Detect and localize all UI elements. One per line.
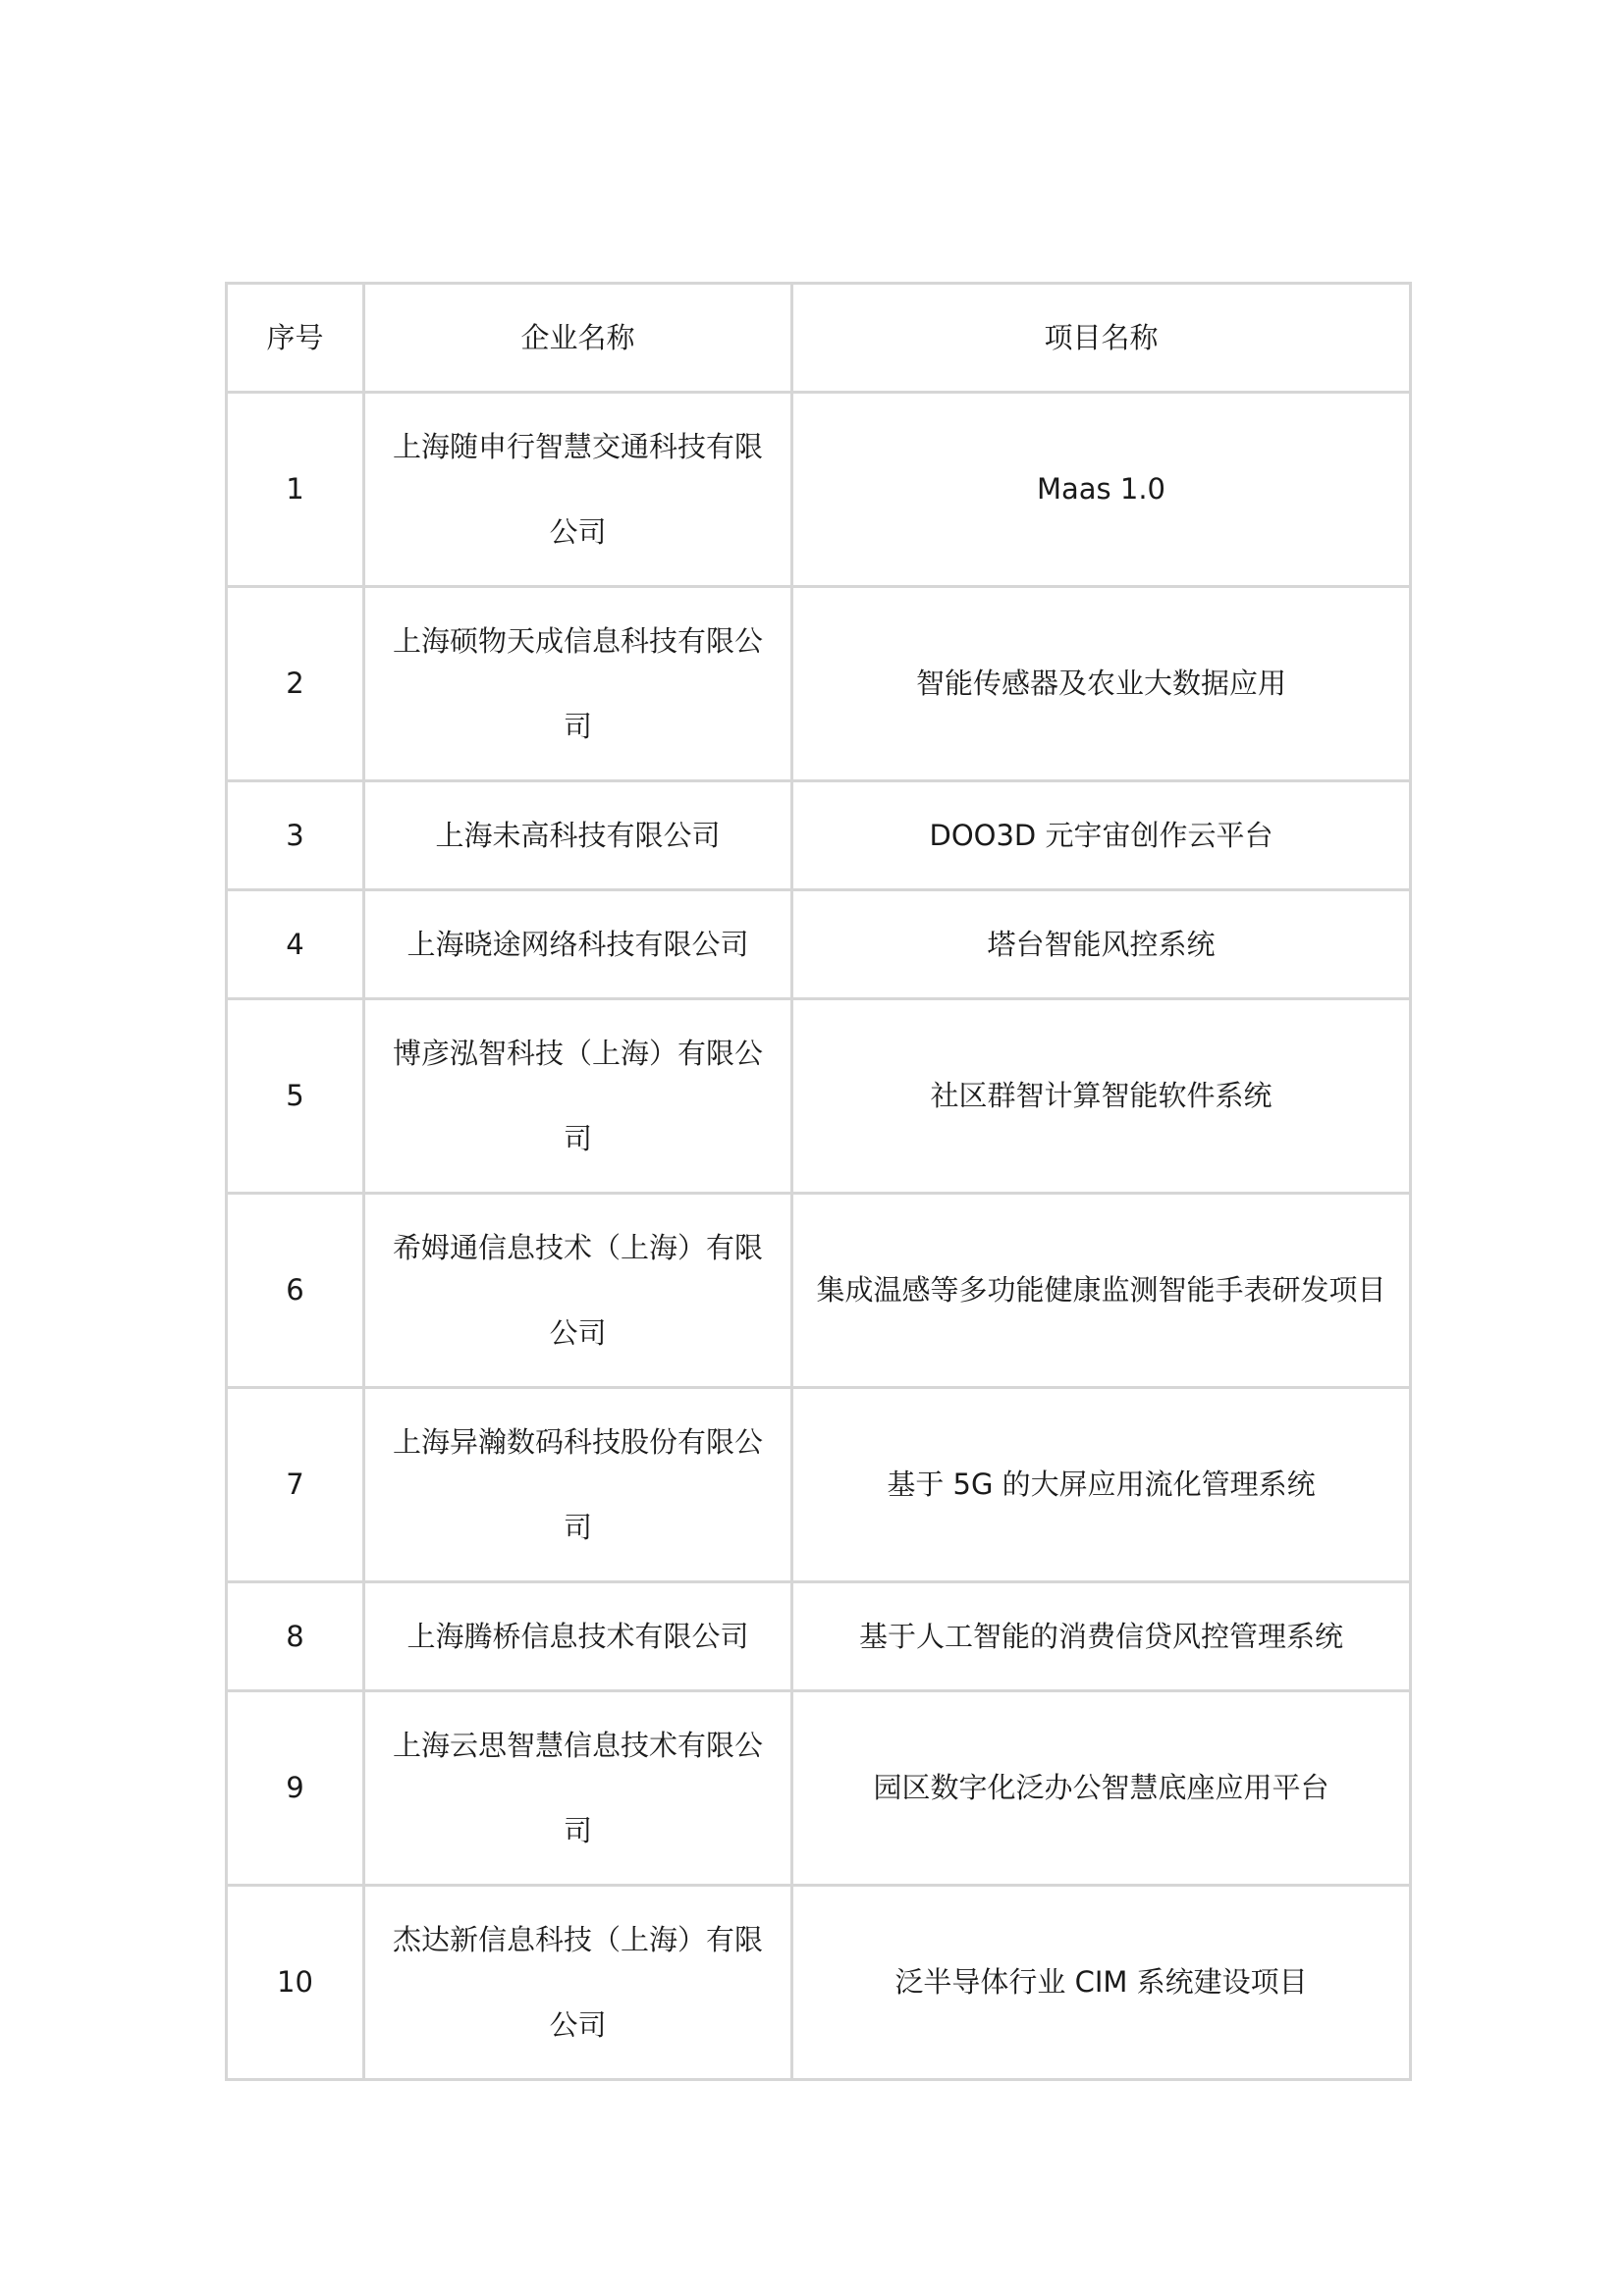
cell-seq: 4 [227,890,364,999]
table-header-row [227,284,1411,393]
cell-seq: 10 [227,1886,364,2080]
cell-project: 园区数字化泛办公智慧底座应用平台 [792,1691,1411,1886]
cell-company: 杰达新信息科技（上海）有限公司 [364,1886,792,2080]
cell-company: 上海未高科技有限公司 [364,781,792,890]
header-company: 企业名称 [364,284,792,393]
cell-company: 上海硕物天成信息科技有限公司 [364,587,792,781]
cell-seq: 3 [227,781,364,890]
table-row [227,1194,1411,1388]
cell-company: 上海随申行智慧交通科技有限公司 [364,393,792,587]
cell-seq: 8 [227,1582,364,1691]
table-row [227,890,1411,999]
cell-seq: 1 [227,393,364,587]
table-row [227,587,1411,781]
cell-seq: 2 [227,587,364,781]
cell-project: 基于 5G 的大屏应用流化管理系统 [792,1388,1411,1582]
cell-seq: 7 [227,1388,364,1582]
cell-project: 基于人工智能的消费信贷风控管理系统 [792,1582,1411,1691]
cell-project: 集成温感等多功能健康监测智能手表研发项目 [792,1194,1411,1388]
cell-seq: 5 [227,999,364,1194]
header-project: 项目名称 [792,284,1411,393]
table-row [227,1582,1411,1691]
cell-seq: 9 [227,1691,364,1886]
table-row [227,393,1411,587]
cell-project: 社区群智计算智能软件系统 [792,999,1411,1194]
cell-project: 塔台智能风控系统 [792,890,1411,999]
cell-company: 上海云思智慧信息技术有限公司 [364,1691,792,1886]
cell-project: 泛半导体行业 CIM 系统建设项目 [792,1886,1411,2080]
cell-company: 希姆通信息技术（上海）有限公司 [364,1194,792,1388]
table-row [227,999,1411,1194]
table-row [227,1886,1411,2080]
cell-company: 上海异瀚数码科技股份有限公司 [364,1388,792,1582]
table-row [227,781,1411,890]
cell-project: Maas 1.0 [792,393,1411,587]
cell-project: 智能传感器及农业大数据应用 [792,587,1411,781]
table-row [227,1388,1411,1582]
cell-seq: 6 [227,1194,364,1388]
cell-company: 上海腾桥信息技术有限公司 [364,1582,792,1691]
cell-company: 博彦泓智科技（上海）有限公司 [364,999,792,1194]
cell-company: 上海晓途网络科技有限公司 [364,890,792,999]
table-row [227,1691,1411,1886]
header-seq: 序号 [227,284,364,393]
project-list-table [225,282,1412,2081]
cell-project: DOO3D 元宇宙创作云平台 [792,781,1411,890]
